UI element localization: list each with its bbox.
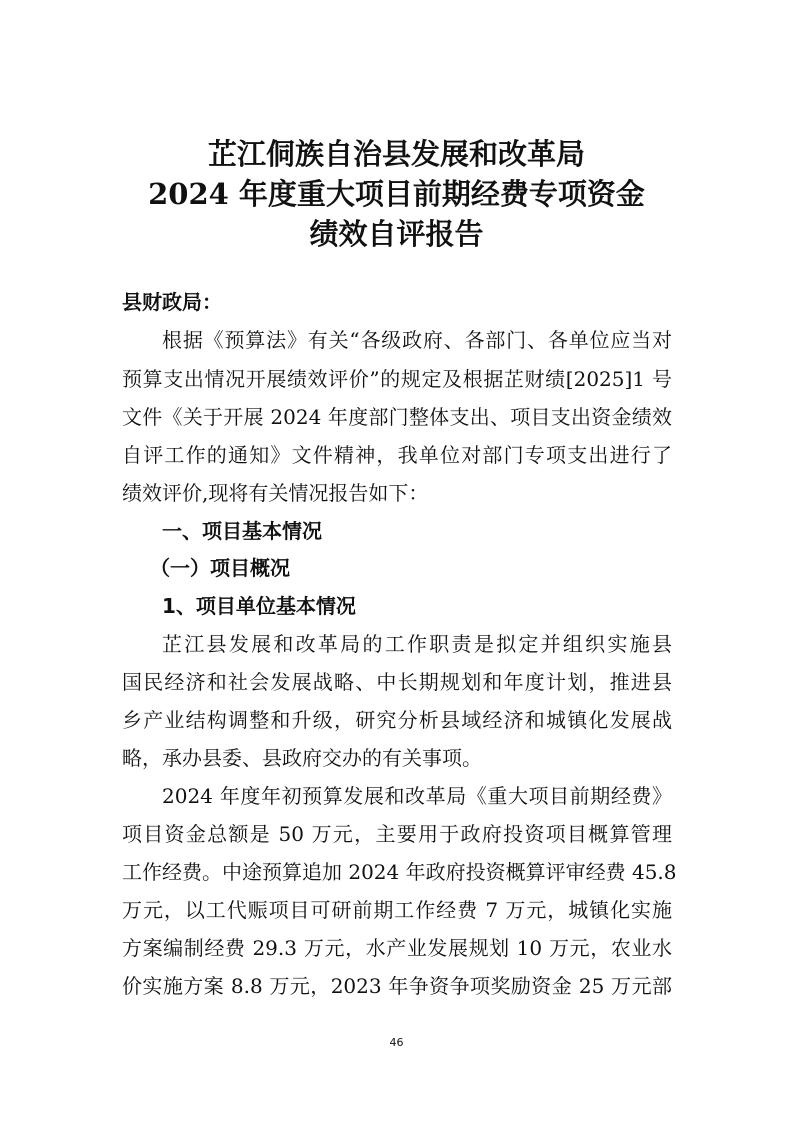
title-line-2: 2024 年度重大项目前期经费专项资金 — [148, 177, 645, 211]
subsection-heading: （一）项目概况 — [150, 556, 290, 580]
budget-paragraph-line: 万元，以工代赈项目可研前期工作经费 7 万元，城镇化实施 — [122, 898, 672, 922]
unit-paragraph-line: 国民经济和社会发展战略、中长期规划和年度计划，推进县 — [122, 670, 672, 694]
section-heading: 一、项目基本情况 — [162, 519, 322, 543]
unit-paragraph-line: 芷江县发展和改革局的工作职责是拟定并组织实施县 — [162, 632, 672, 656]
item-heading: 1、项目单位基本情况 — [162, 594, 356, 618]
unit-paragraph-line: 乡产业结构调整和升级，研究分析县域经济和城镇化发展战 — [122, 708, 672, 732]
page-number: 46 — [389, 1036, 404, 1049]
report-title — [0, 134, 793, 254]
title-line-3: 绩效自评报告 — [309, 217, 484, 251]
budget-paragraph-line: 方案编制经费 29.3 万元，水产业发展规划 10 万元，农业水 — [122, 936, 672, 960]
budget-paragraph-line: 工作经费。中途预算追加 2024 年政府投资概算评审经费 45.8 — [122, 860, 677, 884]
intro-line: 自评工作的通知》文件精神，我单位对部门专项支出进行了 — [122, 443, 672, 467]
intro-line: 文件《关于开展 2024 年度部门整体支出、项目支出资金绩效 — [122, 405, 672, 429]
intro-line: 根据《预算法》有关“各级政府、各部门、各单位应当对 — [162, 328, 672, 352]
budget-paragraph-line: 价实施方案 8.8 万元，2023 年争资争项奖励资金 25 万元部 — [122, 974, 672, 998]
salutation: 县财政局： — [122, 290, 222, 314]
budget-paragraph-line: 2024 年度年初预算发展和改革局《重大项目前期经费》 — [162, 784, 672, 808]
intro-line: 绩效评价,现将有关情况报告如下： — [122, 481, 429, 505]
title-line-1: 芷江侗族自治县发展和改革局 — [207, 137, 585, 171]
unit-paragraph-line: 略，承办县委、县政府交办的有关事项。 — [122, 746, 482, 770]
budget-paragraph-line: 项目资金总额是 50 万元，主要用于政府投资项目概算管理 — [122, 822, 672, 846]
intro-line: 预算支出情况开展绩效评价”的规定及根据芷财绩[2025]1 号 — [122, 367, 672, 391]
